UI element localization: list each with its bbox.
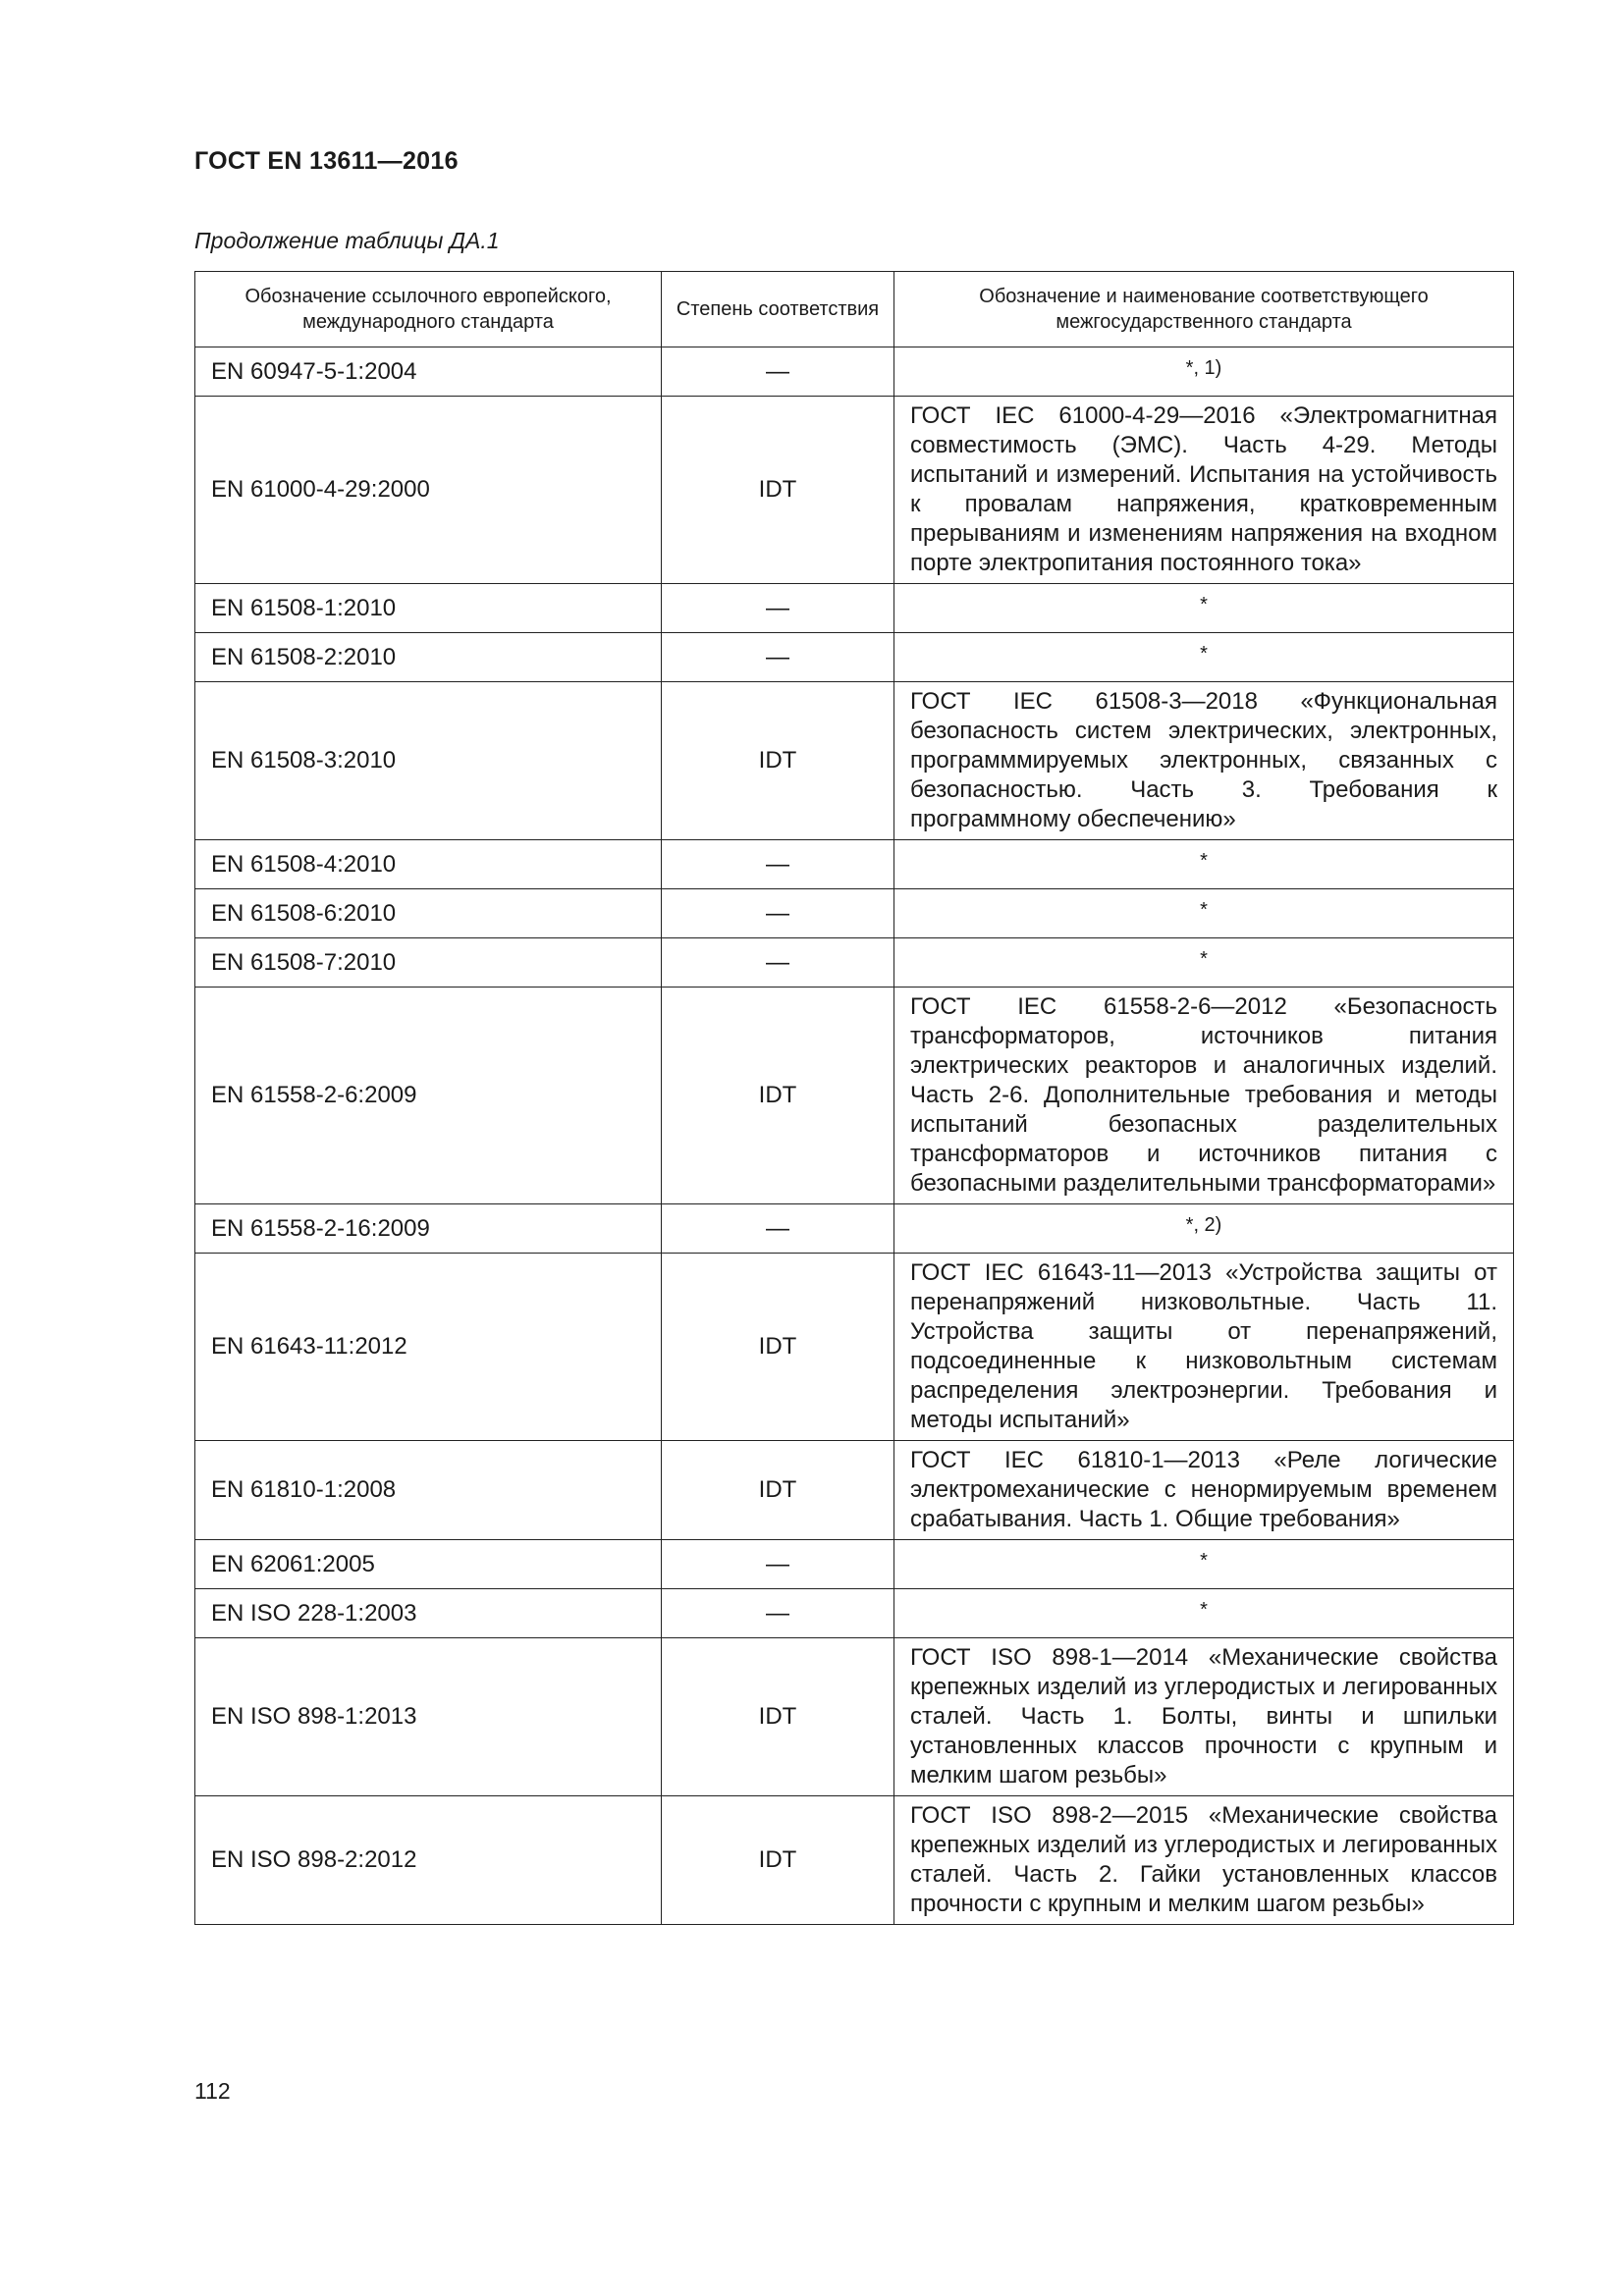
- interstate-standard-cell: *, 2): [894, 1204, 1514, 1254]
- column-header-reference-standard: Обозначение ссылочного европейского, международного стандарта: [195, 272, 662, 347]
- degree-cell: —: [662, 1540, 894, 1589]
- reference-standard-cell: EN 61508-3:2010: [195, 682, 662, 840]
- interstate-standard-cell: ГОСТ IEC 61508-3—2018 «Функциональная безопасность систем электрических, электронных, программмируемых электронных, связанных с безопасностью. Часть 3. Требования к программному обеспечению»: [894, 682, 1514, 840]
- degree-cell: IDT: [662, 682, 894, 840]
- document-header: ГОСТ EN 13611—2016: [194, 147, 459, 175]
- reference-standard-cell: EN 61558-2-6:2009: [195, 988, 662, 1204]
- interstate-standard-cell: ГОСТ IEC 61810-1—2013 «Реле логические электромеханические с ненормируемым временем срабатывания. Часть 1. Общие требования»: [894, 1441, 1514, 1540]
- reference-standard-cell: EN 61508-7:2010: [195, 938, 662, 988]
- table-row: [195, 1638, 1514, 1796]
- table-row: [195, 840, 1514, 889]
- interstate-standard-cell: *: [894, 633, 1514, 682]
- degree-cell: IDT: [662, 1796, 894, 1925]
- table-row: [195, 988, 1514, 1204]
- table-header-row: [195, 272, 1514, 347]
- interstate-standard-cell: *: [894, 1589, 1514, 1638]
- interstate-standard-cell: *: [894, 840, 1514, 889]
- degree-cell: IDT: [662, 397, 894, 584]
- interstate-standard-cell: ГОСТ IEC 61558-2-6—2012 «Безопасность трансформаторов, источников питания электрических реакторов и аналогичных изделий. Часть 2-6. Дополнительные требования и методы испытаний безопасных разделительных трансформаторов и источников питания с безопасными разделительными трансформаторами»: [894, 988, 1514, 1204]
- interstate-standard-cell: ГОСТ IEC 61643-11—2013 «Устройства защиты от перенапряжений низковольтные. Часть 11. Устройства защиты от перенапряжений, подсоединенные к низковольтным системам распределения электроэнергии. Требования и методы испытаний»: [894, 1254, 1514, 1441]
- table-row: [195, 1204, 1514, 1254]
- table-row: [195, 347, 1514, 397]
- reference-standard-cell: EN 62061:2005: [195, 1540, 662, 1589]
- degree-cell: IDT: [662, 1638, 894, 1796]
- interstate-standard-cell: ГОСТ IEC 61000-4-29—2016 «Электромагнитная совместимость (ЭМС). Часть 4-29. Методы испытаний и измерений. Испытания на устойчивость к провалам напряжения, кратковременным прерываниям и изменениям напряжения на входном порте электропитания постоянного тока»: [894, 397, 1514, 584]
- reference-standard-cell: EN 61000-4-29:2000: [195, 397, 662, 584]
- degree-cell: —: [662, 938, 894, 988]
- reference-standard-cell: EN 61508-2:2010: [195, 633, 662, 682]
- degree-cell: —: [662, 1204, 894, 1254]
- degree-cell: —: [662, 840, 894, 889]
- reference-standard-cell: EN 61508-1:2010: [195, 584, 662, 633]
- table-row: [195, 938, 1514, 988]
- table-caption: Продолжение таблицы ДА.1: [194, 228, 500, 253]
- reference-standard-cell: EN 61558-2-16:2009: [195, 1204, 662, 1254]
- table-body: [195, 347, 1514, 1925]
- interstate-standard-cell: *, 1): [894, 347, 1514, 397]
- table-row: [195, 1254, 1514, 1441]
- degree-cell: —: [662, 889, 894, 938]
- interstate-standard-cell: *: [894, 889, 1514, 938]
- reference-standard-cell: EN 60947-5-1:2004: [195, 347, 662, 397]
- page-number: 112: [194, 2078, 231, 2104]
- table-row: [195, 682, 1514, 840]
- degree-cell: IDT: [662, 1254, 894, 1441]
- degree-cell: —: [662, 584, 894, 633]
- column-header-degree: Степень соответствия: [662, 272, 894, 347]
- reference-standard-cell: EN 61508-4:2010: [195, 840, 662, 889]
- column-header-interstate-standard: Обозначение и наименование соответствующего межгосударственного стандарта: [894, 272, 1514, 347]
- standards-table: [194, 271, 1514, 1925]
- interstate-standard-cell: *: [894, 584, 1514, 633]
- reference-standard-cell: EN ISO 898-2:2012: [195, 1796, 662, 1925]
- table-row: [195, 889, 1514, 938]
- degree-cell: IDT: [662, 988, 894, 1204]
- interstate-standard-cell: *: [894, 1540, 1514, 1589]
- interstate-standard-cell: ГОСТ ISO 898-1—2014 «Механические свойства крепежных изделий из углеродистых и легированных сталей. Часть 1. Болты, винты и шпильки установленных классов прочности с крупным и мелким шагом резьбы»: [894, 1638, 1514, 1796]
- table-row: [195, 584, 1514, 633]
- table-row: [195, 1540, 1514, 1589]
- degree-cell: IDT: [662, 1441, 894, 1540]
- degree-cell: —: [662, 347, 894, 397]
- table-row: [195, 1441, 1514, 1540]
- degree-cell: —: [662, 633, 894, 682]
- table-row: [195, 633, 1514, 682]
- reference-standard-cell: EN 61643-11:2012: [195, 1254, 662, 1441]
- interstate-standard-cell: ГОСТ ISO 898-2—2015 «Механические свойства крепежных изделий из углеродистых и легированных сталей. Часть 2. Гайки установленных классов прочности с крупным и мелким шагом резьбы»: [894, 1796, 1514, 1925]
- reference-standard-cell: EN ISO 898-1:2013: [195, 1638, 662, 1796]
- degree-cell: —: [662, 1589, 894, 1638]
- interstate-standard-cell: *: [894, 938, 1514, 988]
- table-row: [195, 1796, 1514, 1925]
- table-row: [195, 397, 1514, 584]
- table-row: [195, 1589, 1514, 1638]
- reference-standard-cell: EN 61810-1:2008: [195, 1441, 662, 1540]
- reference-standard-cell: EN ISO 228-1:2003: [195, 1589, 662, 1638]
- reference-standard-cell: EN 61508-6:2010: [195, 889, 662, 938]
